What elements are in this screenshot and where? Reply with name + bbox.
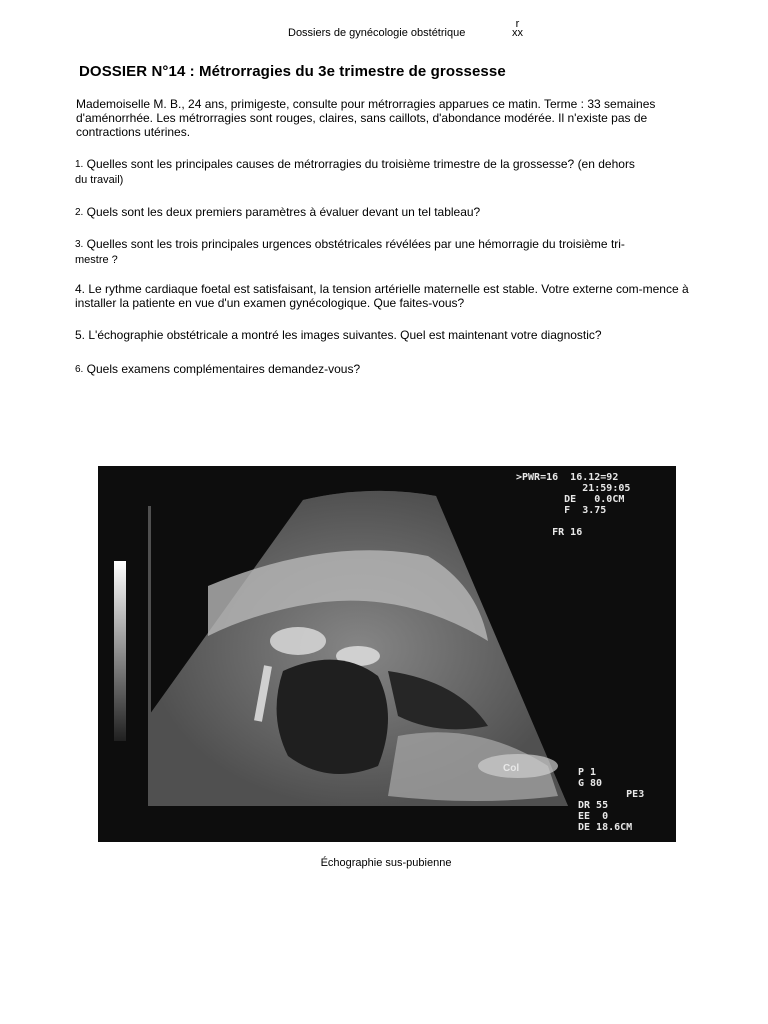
running-header: Dossiers de gynécologie obstétrique — [288, 27, 466, 39]
question-3 — [75, 237, 700, 267]
question-number: 6. — [75, 364, 84, 375]
question-continuation: du travail) — [75, 174, 124, 186]
question-text: Quels sont les deux premiers paramètres à évaluer devant un tel tableau? — [83, 205, 481, 219]
header-mark-bottom: xx — [512, 27, 523, 39]
ultrasound-image — [98, 466, 676, 842]
question-1 — [75, 157, 700, 187]
figure-caption: Échographie sus-pubienne — [320, 857, 452, 869]
question-number: 1. — [75, 159, 84, 170]
scan-parameters-top: >PWR=16 16.12=92 21:59:05 DE 0.0CM F 3.75 FR 16 — [516, 472, 631, 538]
question-2 — [75, 205, 700, 220]
question-text: L'échographie obstétricale a montré les images suivantes. Quel est maintenant votre diagnostic? — [85, 328, 602, 342]
scan-parameters-bottom: P 1 G 80 PE3 DR 55 EE 0 DE 18.6CM — [578, 767, 645, 833]
header-mark-top: r — [515, 18, 520, 30]
cervix-label: Col — [503, 763, 520, 774]
question-number: 4. — [75, 282, 86, 296]
dossier-title: DOSSIER N°14 : Métrorragies du 3e trimestre de grossesse — [79, 63, 506, 80]
question-text: Le rythme cardiaque foetal est satisfaisant, la tension artérielle maternelle est stable. Votre externe com-mence à installer la patiente en vue d'un examen gynécologique. Que faites-vous? — [75, 282, 689, 310]
question-text: Quelles sont les principales causes de métrorragies du troisième trimestre de la grossesse? (en dehors — [83, 157, 635, 171]
question-continuation: mestre ? — [75, 254, 118, 266]
question-text: Quelles sont les trois principales urgences obstétricales révélées par une hémorragie du troisième tri- — [83, 237, 625, 251]
question-text: Quels examens complémentaires demandez-vous? — [83, 362, 361, 376]
case-intro: Mademoiselle M. B., 24 ans, primigeste, consulte pour métrorragies apparues ce matin. Terme : 33 semaines d'aménorrhée. Les métrorragies sont rouges, claires, sans caillots, d'abondance modérée. Il n'existe pas de contractions utérines. — [76, 97, 656, 139]
header-mark — [512, 20, 523, 38]
question-number: 2. — [75, 207, 84, 218]
question-number: 3. — [75, 239, 84, 250]
question-5 — [75, 328, 700, 342]
question-4 — [75, 282, 700, 310]
question-6 — [75, 362, 700, 377]
question-number: 5. — [75, 328, 86, 342]
